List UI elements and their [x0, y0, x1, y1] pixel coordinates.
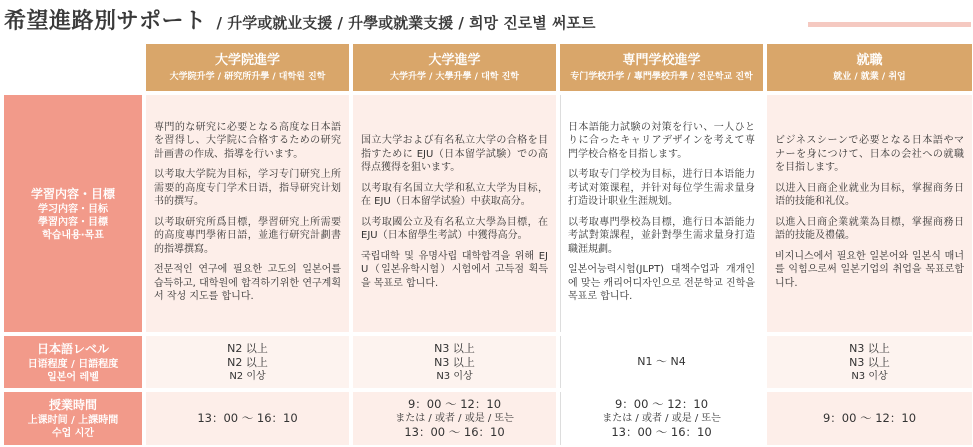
time-graduate-cell	[144, 390, 351, 445]
row-header-time	[4, 390, 144, 445]
time-value: 9：00 〜 12：10	[614, 397, 709, 411]
time-university-cell	[351, 390, 558, 445]
header-accent-line	[808, 22, 971, 27]
study-employment-cell	[765, 93, 972, 334]
row-subtitle: 일본어 레벨	[47, 371, 99, 383]
column-header-row	[4, 44, 972, 93]
study-text-ja: 国立大学および有名私立大学の合格を目指すために EJU（日本留学試験）での高得点獲得を狙います。	[361, 135, 548, 173]
level-university-cell	[351, 334, 558, 390]
row-subtitle: 학습내용·목표	[42, 229, 104, 241]
study-text-zh-tw: 以考取專門學校為目標，進行日本語能力考試對策課程，並針對學生需求量身打造職涯規劃。	[568, 216, 755, 255]
study-text-zh-tw: 以考取國公立及有名私立大學為目標，在 EJU（日本留學生考試）中獲得高分。	[361, 216, 548, 241]
level-graduate-cell	[144, 334, 351, 390]
study-vocational-cell	[558, 93, 765, 334]
column-header-vocational	[558, 44, 765, 93]
time-vocational-cell	[558, 390, 765, 445]
study-text-zh-tw: 以進入日商企業就業為目標，掌握商務日語的技能及禮儀。	[775, 216, 964, 241]
time-value: 9：00 〜 12：10	[822, 411, 917, 425]
study-graduate-cell	[144, 93, 351, 334]
level-value: N3 이상	[851, 370, 888, 382]
page-title: 希望進路別サポート	[4, 9, 207, 34]
page-header	[4, 4, 595, 38]
row-header-level	[4, 334, 144, 390]
level-employment-cell	[765, 334, 972, 390]
time-value: 13：00 〜 16：10	[404, 425, 505, 439]
study-text-zh-cn: 以考取有名国立大学和私立大学为目标，在 EJU（日本留学试验）中获取高分。	[361, 182, 548, 207]
row-subtitle: 수업 시간	[51, 428, 95, 439]
level-value: N3 以上	[434, 355, 475, 369]
row-title: 日本語レベル	[36, 341, 109, 356]
level-value: N1 〜 N4	[637, 355, 686, 368]
column-header-graduate	[144, 44, 351, 93]
column-subtitle: 专门学校升学 / 專門學校升學 / 전문학교 진학	[570, 71, 753, 82]
row-subtitle: 學習內容・目標	[38, 216, 108, 228]
level-value: N3 이상	[436, 370, 473, 382]
time-value: 9：00 〜 12：10	[407, 397, 502, 411]
column-title: 就職	[856, 52, 883, 68]
row-title: 授業時間	[48, 398, 97, 412]
level-value: N2 以上	[227, 355, 268, 369]
column-title: 大学進学	[428, 52, 481, 68]
level-value: N3 以上	[434, 341, 475, 355]
corner-cell	[4, 44, 144, 93]
study-row	[4, 93, 972, 334]
study-text-zh-cn: 以考取大学院为目标，学习专门研究上所需要的高度专门学术日语，指导研究计划书的撰写。	[154, 169, 341, 207]
level-value: N3 以上	[849, 355, 890, 369]
study-text-ko: 비지니스에서 필요한 일본어와 일본식 매너를 익힘으로써 일본기업의 취업을 목표로합니다.	[775, 250, 964, 289]
level-value: N2 이상	[229, 370, 266, 382]
study-text-zh-cn: 以进入日商企业就业为目标，掌握商务日语的技能和礼仪。	[775, 182, 964, 207]
column-subtitle: 大学升学 / 大學升學 / 대학 진학	[389, 71, 520, 82]
time-value: 13：00 〜 16：10	[611, 425, 712, 439]
column-header-university	[351, 44, 558, 93]
column-subtitle: 就业 / 就業 / 취업	[833, 71, 906, 82]
study-university-cell	[351, 93, 558, 334]
support-table	[4, 44, 972, 445]
level-vocational-cell	[558, 334, 765, 390]
row-header-study	[4, 93, 144, 334]
row-title: 学習内容・目標	[30, 186, 115, 201]
study-text-ko: 국립대학 및 유명사립 대학합격을 위해 EJU（일본유학시험）시험에서 고득점 획득을 목표로 합니다.	[361, 250, 548, 289]
column-title: 大学院進学	[214, 52, 280, 68]
study-text-zh-cn: 以考取专门学校为目标，进行日本语能力考试对策课程，并针对每位学生需求量身打造设计职业生涯规划。	[568, 169, 755, 207]
study-text-ja: 専門的な研究に必要となる高度な日本語を習得し、大学院に合格するための研究計画書の作成、指導を行います。	[154, 121, 341, 160]
study-text-zh-tw: 以考取研究所爲目標，學習研究上所需要的高度專門學術日語，並進行研究計劃書的指導撰寫。	[154, 216, 341, 255]
column-subtitle: 大学院升学 / 研究所升學 / 대학원 진학	[169, 71, 326, 82]
page-subtitle: / 升学或就业支援 / 升學或就業支援 / 희망 진로별 써포트	[216, 14, 596, 32]
column-header-employment	[765, 44, 972, 93]
row-subtitle: 上课时间 / 上課時間	[27, 415, 119, 426]
study-text-ko: 전문적인 연구에 필요한 고도의 일본어를 습득하고, 대학원에 합격하기위한 연구계획서 작성 지도를 합니다.	[154, 264, 341, 302]
time-or-label: または / 或者 / 或是 / 또는	[602, 413, 721, 424]
study-text-ja: ビジネスシーンで必要となる日本語やマナーを身につけて、日本の会社への就職を目指します。	[775, 135, 964, 173]
time-or-label: または / 或者 / 或是 / 또는	[395, 413, 514, 424]
level-value: N3 以上	[849, 341, 890, 355]
time-employment-cell	[765, 390, 972, 445]
study-text-ja: 日本語能力試験の対策を行い、一人ひとりに合ったキャリアデザインを考えて専門学校合格を目指します。	[568, 121, 755, 160]
time-row	[4, 390, 972, 445]
row-subtitle: 日语程度 / 日語程度	[27, 358, 119, 370]
study-text-ko: 일본어능력시험(JLPT) 대책수업과 개개인에 맞는 캐리어디자인으로 전문학교 진학을 목표로 합니다.	[568, 264, 755, 302]
row-subtitle: 学习内容・目标	[38, 203, 108, 215]
level-row	[4, 334, 972, 390]
level-value: N2 以上	[227, 341, 268, 355]
column-title: 専門学校進学	[622, 52, 701, 68]
time-value: 13：00 〜 16：10	[197, 411, 298, 425]
